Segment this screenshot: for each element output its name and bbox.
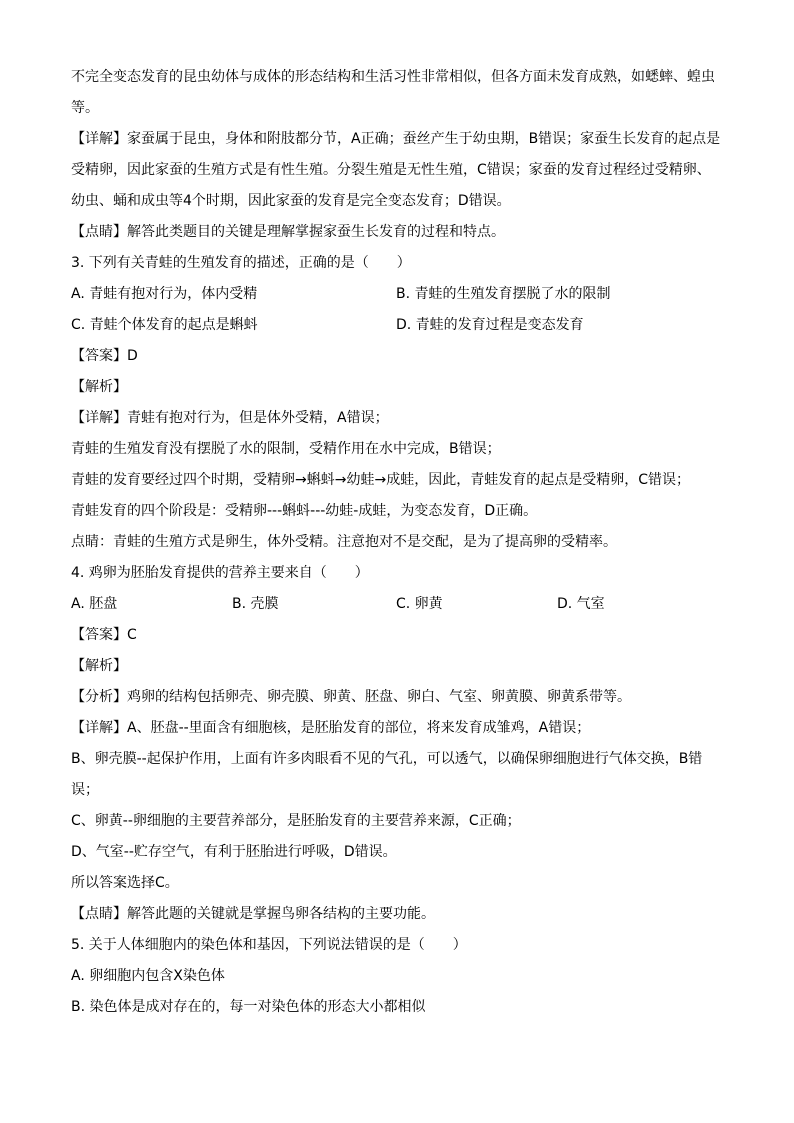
detail-line: 青蛙发育的四个阶段是：受精卵---蝌蚪---幼蛙-成蛙，为变态发育，D正确。 <box>71 503 538 519</box>
tip-line: 点睛：青蛙的生殖方式是卵生，体外受精。注意抱对不是交配，是为了提高卵的受精率。 <box>71 534 617 550</box>
conclusion-line: 所以答案选择C。 <box>71 875 179 891</box>
paragraph: 不完全变态发育的昆虫幼体与成体的形态结构和生活习性非常相似，但各方面未发育成熟，如蟋蟀、蝗虫 <box>71 69 715 85</box>
option-b: B. 青蛙的生殖发育摆脱了水的限制 <box>396 286 611 302</box>
answer-line: 【答案】D <box>71 348 138 364</box>
analysis-heading: 【解析】 <box>71 379 127 395</box>
question-4-options-row <box>71 589 734 620</box>
question-4-stem: 4. 鸡卵为胚胎发育提供的营养主要来自（ ） <box>71 565 369 581</box>
answer-line: 【答案】C <box>71 627 137 643</box>
question-3-stem: 3. 下列有关青蛙的生殖发育的描述，正确的是（ ） <box>71 255 411 271</box>
detail-line: 幼虫、蛹和成虫等4个时期，因此家蚕的发育是完全变态发育；D错误。 <box>71 193 511 209</box>
option-c: C. 卵黄 <box>396 596 443 612</box>
detail-line: 【详解】家蚕属于昆虫，身体和附肢都分节，A正确；蚕丝产生于幼虫期，B错误；家蚕生长发育的起点是 <box>71 131 721 147</box>
analysis-heading: 【解析】 <box>71 658 127 674</box>
tip-line: 【点睛】解答此类题目的关键是理解掌握家蚕生长发育的过程和特点。 <box>71 224 505 240</box>
detail-line: 受精卵，因此家蚕的生殖方式是有性生殖。分裂生殖是无性生殖，C错误；家蚕的发育过程经过受精卵、 <box>71 162 711 178</box>
option-a: A. 卵细胞内包含X染色体 <box>71 968 225 984</box>
detail-line: 【详解】A、胚盘--里面含有细胞核，是胚胎发育的部位，将来发育成雏鸡，A错误； <box>71 720 591 736</box>
tip-line: 【点睛】解答此题的关键就是掌握鸟卵各结构的主要功能。 <box>71 906 435 922</box>
option-a: A. 青蛙有抱对行为，体内受精 <box>71 286 258 302</box>
option-c: C. 青蛙个体发育的起点是蝌蚪 <box>71 317 258 333</box>
option-b: B. 壳膜 <box>232 596 279 612</box>
question-3-options-row-2 <box>71 310 734 341</box>
detail-line: 【详解】青蛙有抱对行为，但是体外受精，A错误； <box>71 410 389 426</box>
detail-line: B、卵壳膜--起保护作用，上面有许多肉眼看不见的气孔，可以透气，以确保卵细胞进行气体交换，B错 <box>71 751 703 767</box>
option-b: B. 染色体是成对存在的，每一对染色体的形态大小都相似 <box>71 999 426 1015</box>
question-5-stem: 5. 关于人体细胞内的染色体和基因，下列说法错误的是（ ） <box>71 937 467 953</box>
paragraph: 等。 <box>71 100 99 116</box>
option-d: D. 青蛙的发育过程是变态发育 <box>396 317 584 333</box>
detail-line: 青蛙的生殖发育没有摆脱了水的限制，受精作用在水中完成，B错误； <box>71 441 501 457</box>
question-3-options-row-1 <box>71 279 734 310</box>
analysis-line: 【分析】鸡卵的结构包括卵壳、卵壳膜、卵黄、胚盘、卵白、气室、卵黄膜、卵黄系带等。 <box>71 689 631 705</box>
detail-line: 青蛙的发育要经过四个时期，受精卵→蝌蚪→幼蛙→成蛙，因此，青蛙发育的起点是受精卵，C错误； <box>71 472 690 488</box>
option-a: A. 胚盘 <box>71 596 118 612</box>
option-d: D. 气室 <box>557 596 605 612</box>
detail-line: C、卵黄--卵细胞的主要营养部分，是胚胎发育的主要营养来源，C正确； <box>71 813 521 829</box>
detail-line: D、气室--贮存空气，有利于胚胎进行呼吸，D错误。 <box>71 844 397 860</box>
detail-line: 误； <box>71 782 99 798</box>
